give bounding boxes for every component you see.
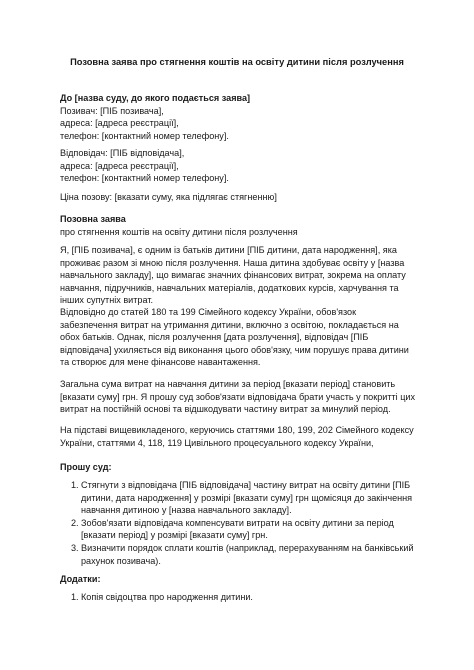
attachments-list <box>60 591 416 604</box>
paragraph-intro: Я, [ПІБ позивача], є одним із батьків дитини [ПІБ дитини, дата народження], яка проживає разом зі мною після розлучення. Наша дитина здобуває освіту у [назва навчального закладу], що вимагає значних фінансових витрат, зокрема на оплату навчання, підручників, навчальних матеріалів, додаткових курсів, харчування та інших супутніх витрат. <box>60 245 406 306</box>
attachment-item-1-text: Копія свідоцтва про народження дитини. <box>81 592 253 602</box>
claim-price: Ціна позову: [вказати суму, яка підлягає стягненню] <box>60 192 277 202</box>
defendant-name-line: Відповідач: [ПІБ відповідача], <box>60 148 185 158</box>
list-item: 1. Копія свідоцтва про народження дитини. <box>71 592 253 602</box>
request-heading: Прошу суд: <box>60 462 112 472</box>
defendant-phone-line: телефон: [контактний номер телефону]. <box>60 173 229 184</box>
plaintiff-name-line: Позивач: [ПІБ позивача], <box>60 105 164 116</box>
document-title: Позовна заява про стягнення коштів на освіту дитини після розлучення <box>70 57 404 67</box>
request-list <box>60 479 416 567</box>
list-item: 3. Визначити порядок сплати коштів (наприклад, перерахуванням на банківський рахунок позивача). <box>71 542 414 566</box>
paragraph-expenses: Загальна сума витрат на навчання дитини за період [вказати період] становить [вказати суму] грн. Я прошу суд зобов'язати відповідача брати участь у покритті цих витрат на постійній основі та відшкодувати частину витрат за минулий період. <box>60 379 416 415</box>
paragraph-legal-basis: Відповідно до статей 180 та 199 Сімейного кодексу України, обов'язок забезпечення витрат на утримання дитини, включно з освітою, покладається на обох батьків. Однак, після розлучення [дата розлучення], відповідач [ПІБ відповідача] ухиляється від виконання цього обов'язку, чим порушує права дитини та створює для мене фінансове навантаження. <box>60 307 409 368</box>
claim-heading: Позовна заява <box>60 214 126 224</box>
list-item: 2. Зобов'язати відповідача компенсувати витрати на освіту дитини за період [вказати період] у розмірі [вказати суму] грн. <box>71 517 394 541</box>
paragraph-grounds: На підставі вищевикладеного, керуючись статтями 180, 199, 202 Сімейного кодексу України, статтями 4, 118, 119 Цивільного процесуального кодексу України, <box>60 425 414 448</box>
request-item-2-text: Зобов'язати відповідача компенсувати витрати на освіту дитини за період [вказати період] у розмірі [вказати суму] грн. <box>81 517 394 541</box>
list-item: 1. Стягнути з відповідача [ПІБ відповідача] частину витрат на освіту дитини [ПІБ дитини, дата народження] у розмірі [вказати суму] грн щомісяця до закінчення навчання дитиною у [назва навчального закладу]. <box>71 480 413 516</box>
attachments-heading: Додатки: <box>60 574 101 584</box>
claim-heading-block <box>60 213 416 238</box>
plaintiff-phone-line: телефон: [контактний номер телефону]. <box>60 130 229 141</box>
court-block <box>60 92 416 142</box>
defendant-block <box>60 147 416 185</box>
court-heading: До [назва суду, до якого подається заява] <box>60 93 251 103</box>
plaintiff-address-line: адреса: [адреса реєстрації], <box>60 118 179 129</box>
request-item-1-text: Стягнути з відповідача [ПІБ відповідача] частину витрат на освіту дитини [ПІБ дитини, дата народження] у розмірі [вказати суму] грн щомісяця до закінчення навчання дитиною у [назва навчального закладу]. <box>81 480 413 516</box>
defendant-address-line: адреса: [адреса реєстрації], <box>60 160 179 171</box>
request-item-3-text: Визначити порядок сплати коштів (наприклад, перерахуванням на банківський рахунок позивача). <box>81 542 414 566</box>
claim-subheading: про стягнення коштів на освіту дитини після розлучення <box>60 226 298 237</box>
